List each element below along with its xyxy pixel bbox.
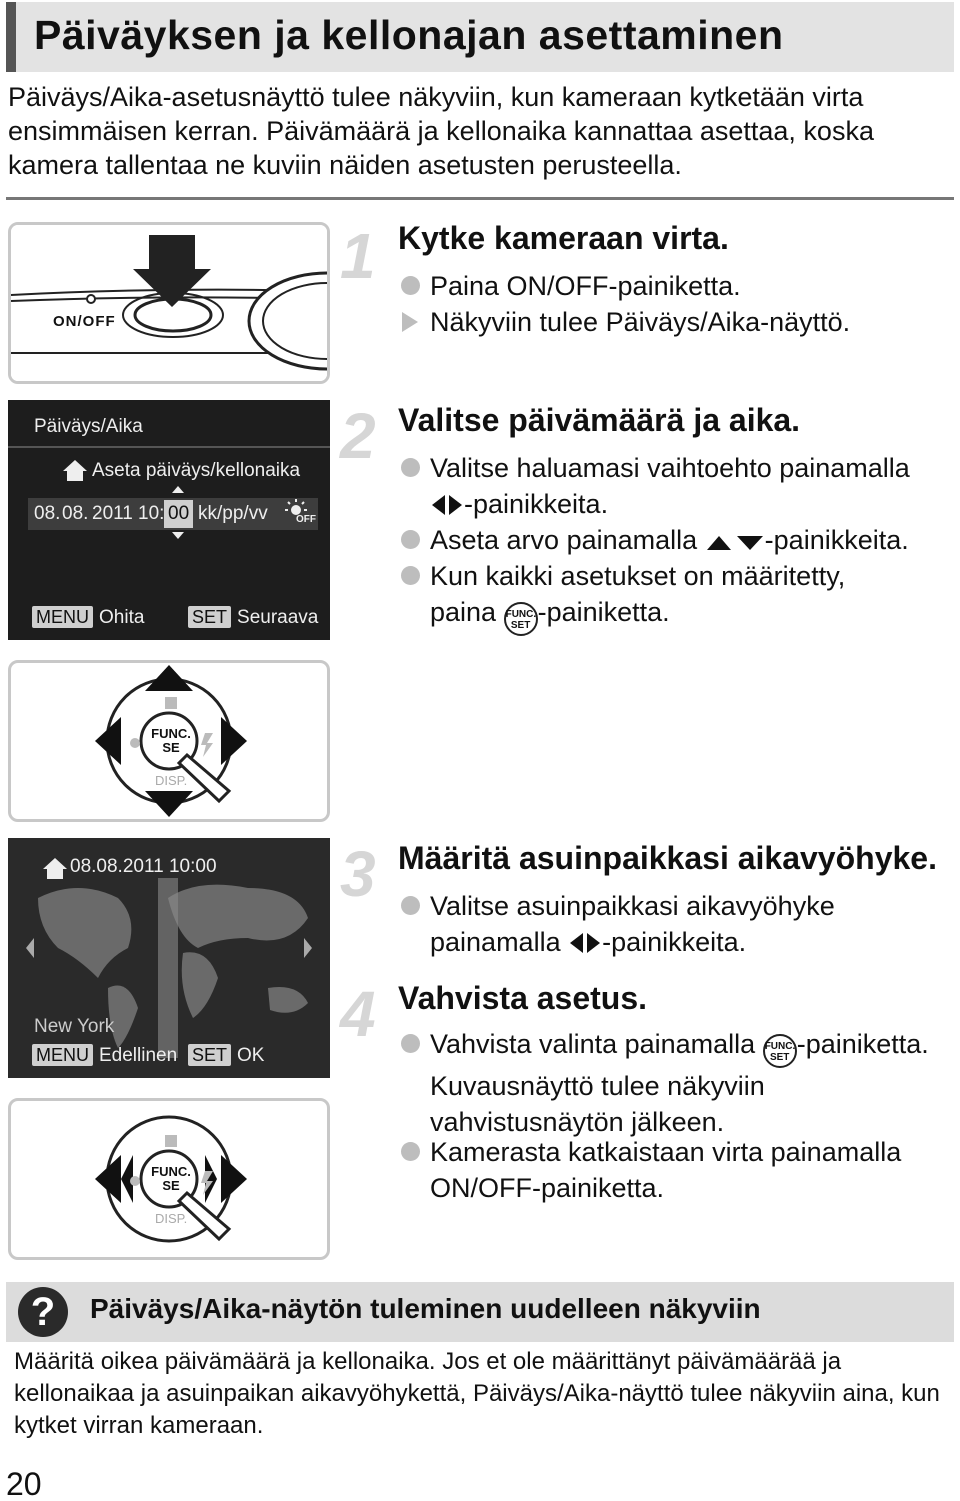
down-arrow-icon bbox=[172, 532, 184, 539]
next-hint[interactable]: SET Seuraava bbox=[188, 606, 318, 629]
divider bbox=[6, 197, 954, 200]
step-title-3: Määritä asuinpaikkasi aikavyöhyke. bbox=[398, 840, 937, 876]
help-title: Päiväys/Aika-näytön tuleminen uudelleen näkyviin bbox=[90, 1293, 761, 1324]
step-3-bullet-1: Valitse asuinpaikkasi aikavyöhyke painamalla -painikkeita. bbox=[430, 888, 950, 963]
ok-hint[interactable]: SET OK bbox=[188, 1044, 264, 1067]
disp-label: DISP. bbox=[155, 773, 188, 788]
date-day[interactable]: 08. bbox=[34, 503, 61, 524]
step-1-bullet-1: Paina ON/OFF-painiketta. bbox=[430, 268, 741, 304]
selected-city: New York bbox=[34, 1016, 115, 1037]
dst-icon[interactable]: OFF bbox=[284, 498, 314, 533]
home-icon bbox=[42, 856, 68, 885]
func-set-icon: FUNC. SET bbox=[504, 602, 538, 636]
time-zone-screen bbox=[8, 838, 330, 1078]
camera-power-illustration bbox=[8, 222, 330, 384]
step-4-bullet-1: Vahvista valinta painamalla FUNC. SET -painiketta. Kuvausnäyttö tulee näkyviin vahvistusnäytön jälkeen. bbox=[430, 1026, 956, 1140]
step-2-bullet-3: Kun kaikki asetukset on määritetty, paina FUNC. SET -painiketta. bbox=[430, 558, 950, 636]
up-arrow-icon bbox=[172, 486, 184, 493]
date-year[interactable]: 2011 bbox=[92, 503, 133, 524]
step-2-bullet-1: Valitse haluamasi vaihtoehto painamalla -painikkeita. bbox=[430, 450, 950, 525]
left-right-arrows-icon bbox=[568, 927, 602, 963]
disp-label: DISP. bbox=[155, 1211, 188, 1226]
control-dial-illustration-1 bbox=[8, 660, 330, 822]
step-2-bullet-2: Aseta arvo painamalla -painikkeita. bbox=[430, 522, 950, 561]
date-format[interactable]: kk/pp/vv bbox=[198, 503, 268, 524]
left-right-arrows-icon bbox=[430, 489, 464, 525]
camera-top-drawing bbox=[11, 225, 327, 381]
screen-subtitle: Aseta päiväys/kellonaika bbox=[92, 460, 301, 481]
step-title-2: Valitse päivämäärä ja aika. bbox=[398, 402, 801, 438]
skip-hint[interactable]: MENU Ohita bbox=[32, 606, 144, 629]
func-set-button[interactable]: FUNC. SE bbox=[151, 726, 191, 755]
step-4-bullet-2: Kamerasta katkaistaan virta painamalla ON/OFF-painiketta. bbox=[430, 1134, 950, 1206]
up-down-arrows-icon bbox=[705, 525, 765, 561]
step-number-3: 3 bbox=[340, 838, 376, 910]
func-set-icon: FUNC. SET bbox=[763, 1034, 797, 1068]
page-title: Päiväyksen ja kellonajan asettaminen bbox=[34, 12, 784, 58]
back-hint[interactable]: MENU Edellinen bbox=[32, 1044, 177, 1067]
step-1-bullet-2: Näkyviin tulee Päiväys/Aika-näyttö. bbox=[430, 304, 850, 340]
date-time-screen bbox=[8, 400, 330, 640]
help-body: Määritä oikea päivämäärä ja kellonaika. Jos et ole määrittänyt päivämäärää ja kellonaikaa ja asuinpaikan aikavyöhykettä, Päiväys/Aika-näyttö tulee näkyviin aina, kun kytket virran kameraan. bbox=[14, 1348, 940, 1439]
step-title-4: Vahvista asetus. bbox=[398, 980, 648, 1016]
func-set-button[interactable]: FUNC. SE bbox=[151, 1164, 191, 1193]
screen-header-rule bbox=[8, 446, 330, 448]
page-number: 20 bbox=[6, 1466, 42, 1501]
title-bar bbox=[6, 2, 954, 72]
step-number-4: 4 bbox=[340, 978, 376, 1050]
help-section-header bbox=[6, 1282, 954, 1342]
step-number-1: 1 bbox=[340, 220, 376, 292]
on-off-label: ON/OFF bbox=[53, 313, 116, 330]
step-title-1: Kytke kameraan virta. bbox=[398, 220, 729, 256]
time-minute[interactable]: 00 bbox=[164, 500, 193, 528]
intro-paragraph: Päiväys/Aika-asetusnäyttö tulee näkyviin, kun kameraan kytketään virta ensimmäisen kerran. Päivämäärä ja kellonaika kannattaa asettaa, koska kamera tallentaa ne kuviin näiden asetusten perusteella. bbox=[8, 82, 874, 180]
date-month[interactable]: 08. bbox=[62, 503, 89, 524]
time-hour[interactable]: 10: bbox=[138, 503, 165, 524]
home-datetime: 08.08.2011 10:00 bbox=[70, 856, 217, 877]
step-number-2: 2 bbox=[340, 400, 376, 472]
control-dial-illustration-2 bbox=[8, 1098, 330, 1260]
screen-header: Päiväys/Aika bbox=[34, 416, 143, 437]
question-icon: ? bbox=[18, 1287, 68, 1337]
home-icon bbox=[62, 458, 88, 487]
